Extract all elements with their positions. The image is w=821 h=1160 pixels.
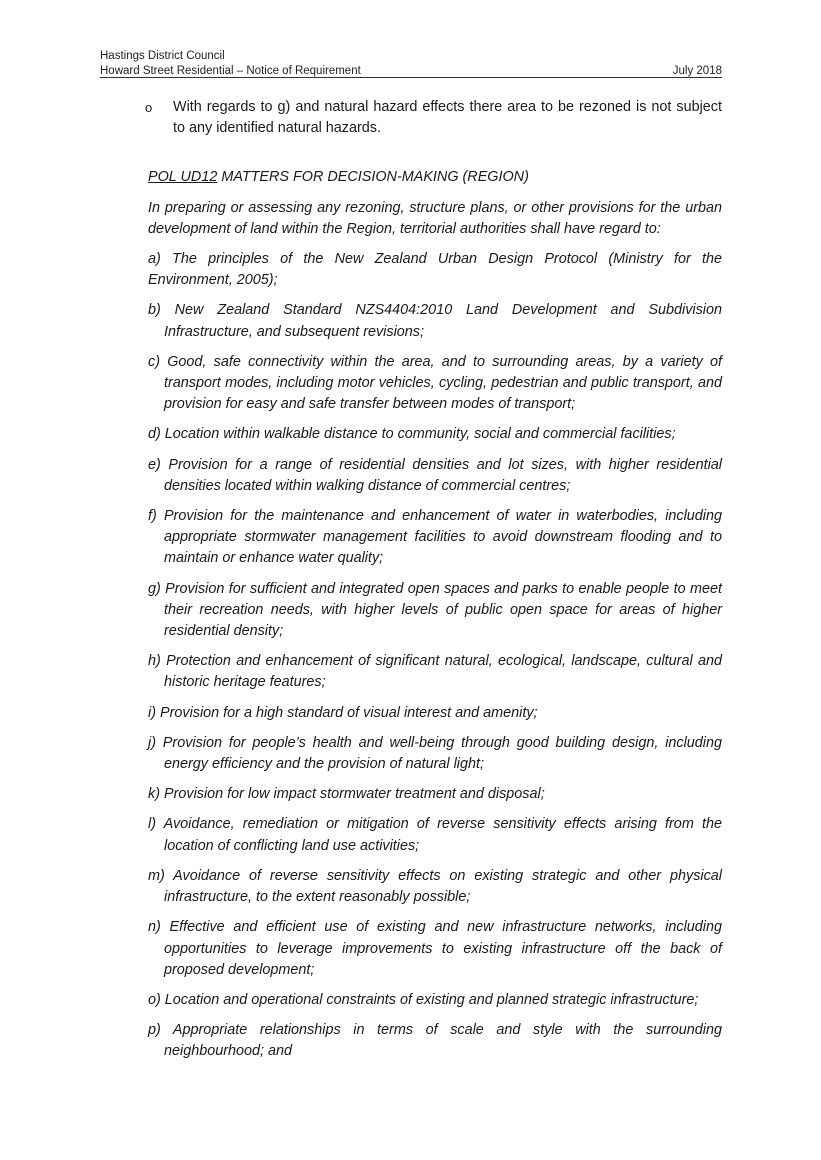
bullet-item bbox=[145, 97, 722, 139]
page-header bbox=[100, 49, 722, 79]
section-code: POL UD12 bbox=[148, 169, 218, 186]
list-item: g) Provision for sufficient and integrated open spaces and parks to enable people to meet their recreation needs, with higher levels of public open space for areas of higher residential density; bbox=[148, 580, 722, 640]
list-item: m) Avoidance of reverse sensitivity effects on existing strategic and other physical infrastructure, to the extent reasonably possible; bbox=[148, 867, 722, 906]
section-title-text: MATTERS FOR DECISION-MAKING (REGION) bbox=[217, 169, 529, 186]
section-intro: In preparing or assessing any rezoning, structure plans, or other provisions for the urban development of land within the Region, territorial authorities shall have regard to: bbox=[148, 199, 722, 237]
page-content bbox=[145, 97, 722, 1072]
header-doc-title: Howard Street Residential – Notice of Requirement bbox=[100, 65, 361, 77]
bullet-text: With regards to g) and natural hazard effects there area to be rezoned is not subject to any identified natural hazards. bbox=[173, 99, 722, 137]
list-item: b) New Zealand Standard NZS4404:2010 Land Development and Subdivision Infrastructure, and subsequent revisions; bbox=[148, 302, 722, 340]
list-item: i) Provision for a high standard of visual interest and amenity; bbox=[148, 704, 538, 721]
list-item: p) Appropriate relationships in terms of scale and style with the surrounding neighbourhood; and bbox=[148, 1022, 722, 1060]
list-item: k) Provision for low impact stormwater treatment and disposal; bbox=[148, 786, 545, 803]
list-item: n) Effective and efficient use of existing and new infrastructure networks, including opportunities to leverage improvements to existing infrastructure off the back of proposed development; bbox=[148, 919, 722, 978]
header-rule bbox=[100, 77, 722, 78]
header-org: Hastings District Council bbox=[100, 50, 225, 62]
list-item: f) Provision for the maintenance and enhancement of water in waterbodies, including appropriate stormwater management facilities to avoid downstream flooding and to maintain or enhance water quality; bbox=[148, 508, 722, 567]
header-date: July 2018 bbox=[672, 65, 722, 77]
list-item: h) Protection and enhancement of significant natural, ecological, landscape, cultural and historic heritage features; bbox=[148, 653, 722, 691]
section-title bbox=[148, 167, 722, 188]
list-item: e) Provision for a range of residential densities and lot sizes, with higher residential densities located within walking distance of commercial centres; bbox=[148, 456, 722, 494]
list-item: a) The principles of the New Zealand Urban Design Protocol (Ministry for the Environment, 2005); bbox=[148, 251, 722, 289]
bullet-mark: o bbox=[145, 100, 153, 115]
list-item: c) Good, safe connectivity within the area, and to surrounding areas, by a variety of transport modes, including motor vehicles, cycling, pedestrian and public transport, and provision for easy and safe transfer between modes of transport; bbox=[148, 353, 722, 413]
list-item: d) Location within walkable distance to community, social and commercial facilities; bbox=[148, 426, 676, 443]
list-item: l) Avoidance, remediation or mitigation of reverse sensitivity effects arising from the location of conflicting land use activities; bbox=[148, 816, 722, 854]
list-item: j) Provision for people’s health and well-being through good building design, including energy efficiency and the provision of natural light; bbox=[148, 734, 722, 773]
list-item: o) Location and operational constraints of existing and planned strategic infrastructure; bbox=[148, 991, 699, 1008]
